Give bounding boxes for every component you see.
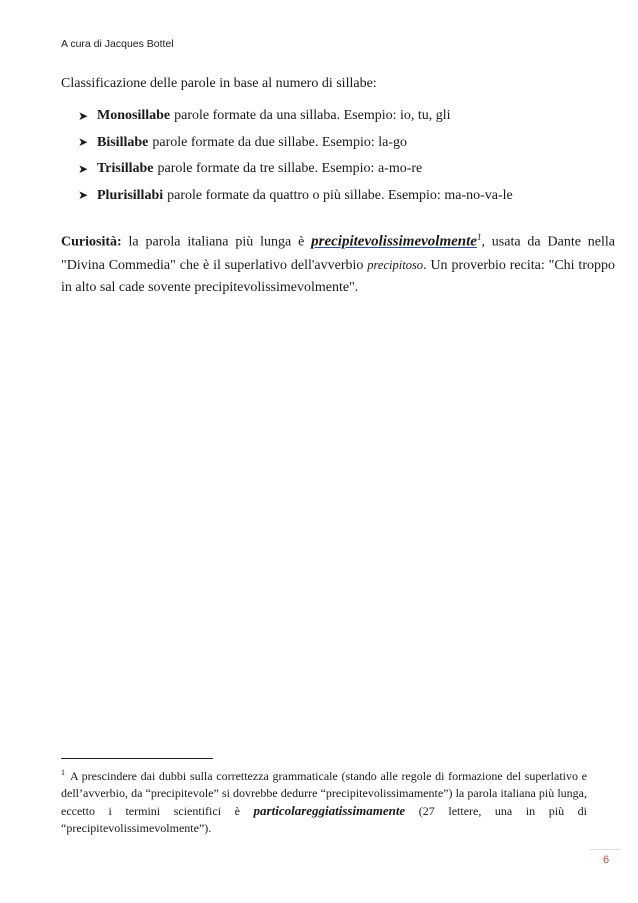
italic-word: precipitoso: [367, 257, 424, 272]
arrow-bullet-icon: ➤: [78, 108, 89, 123]
footnote-number: 1: [61, 768, 65, 777]
curiosity-label: Curiosità:: [61, 234, 122, 250]
footnote-text-start: A prescindere dai dubbi sulla correttezza grammaticale (stando alle regole di formazione del superlativo e dell’avverbio, da “precipitevole” si dovrebbe dedurre “precipitevolissimamente”) la parola italiana più lunga, eccetto i termini scientifici è: [61, 769, 587, 818]
syllable-list: [78, 103, 608, 209]
page-header: A cura di Jacques Bottel: [61, 38, 174, 50]
list-item-desc: parole formate da due sillabe. Esempio: la-go: [152, 134, 407, 150]
longest-word: precipitevolissimevolmente: [311, 233, 477, 250]
list-item-desc: parole formate da quattro o più sillabe. Esempio: ma-no-va-le: [167, 187, 513, 203]
list-item: [78, 103, 608, 130]
list-item-term: Plurisillabi: [97, 187, 164, 203]
list-item-term: Trisillabe: [97, 161, 154, 177]
arrow-bullet-icon: ➤: [78, 135, 89, 150]
list-item: [78, 156, 608, 183]
page-number: 6: [602, 854, 610, 866]
list-item: [78, 183, 608, 210]
curiosity-text-after: , usata da Dante nella "Divina Commedia" che è il superlativo dell'avverbio: [61, 234, 615, 273]
arrow-bullet-icon: ➤: [78, 188, 89, 203]
footnote: [61, 764, 587, 837]
intro-text: Classificazione delle parole in base al numero di sillabe:: [61, 76, 377, 91]
footnote-reference[interactable]: 1: [476, 232, 482, 242]
list-item-desc: parole formate da tre sillabe. Esempio: a-mo-re: [157, 161, 423, 177]
curiosity-paragraph: [61, 226, 615, 299]
list-item-desc: parole formate da una sillaba. Esempio: io, tu, gli: [174, 108, 451, 124]
list-item-term: Monosillabe: [97, 108, 171, 124]
list-item-term: Bisillabe: [97, 134, 149, 150]
curiosity-text-end: . Un proverbio recita: "Chi troppo in alto sal cade sovente precipitevolissimevolmente".: [61, 257, 615, 295]
footnote-keyword: particolareggiatissimamente: [253, 803, 406, 818]
footnote-separator: [61, 758, 213, 759]
arrow-bullet-icon: ➤: [78, 161, 89, 176]
footnote-text-end: (27 lettere, una in più di “precipitevolissimevolmente”).: [61, 804, 587, 835]
page-number-rule: [590, 849, 620, 850]
curiosity-text-before: la parola italiana più lunga è: [121, 234, 312, 250]
list-item: [78, 130, 608, 157]
